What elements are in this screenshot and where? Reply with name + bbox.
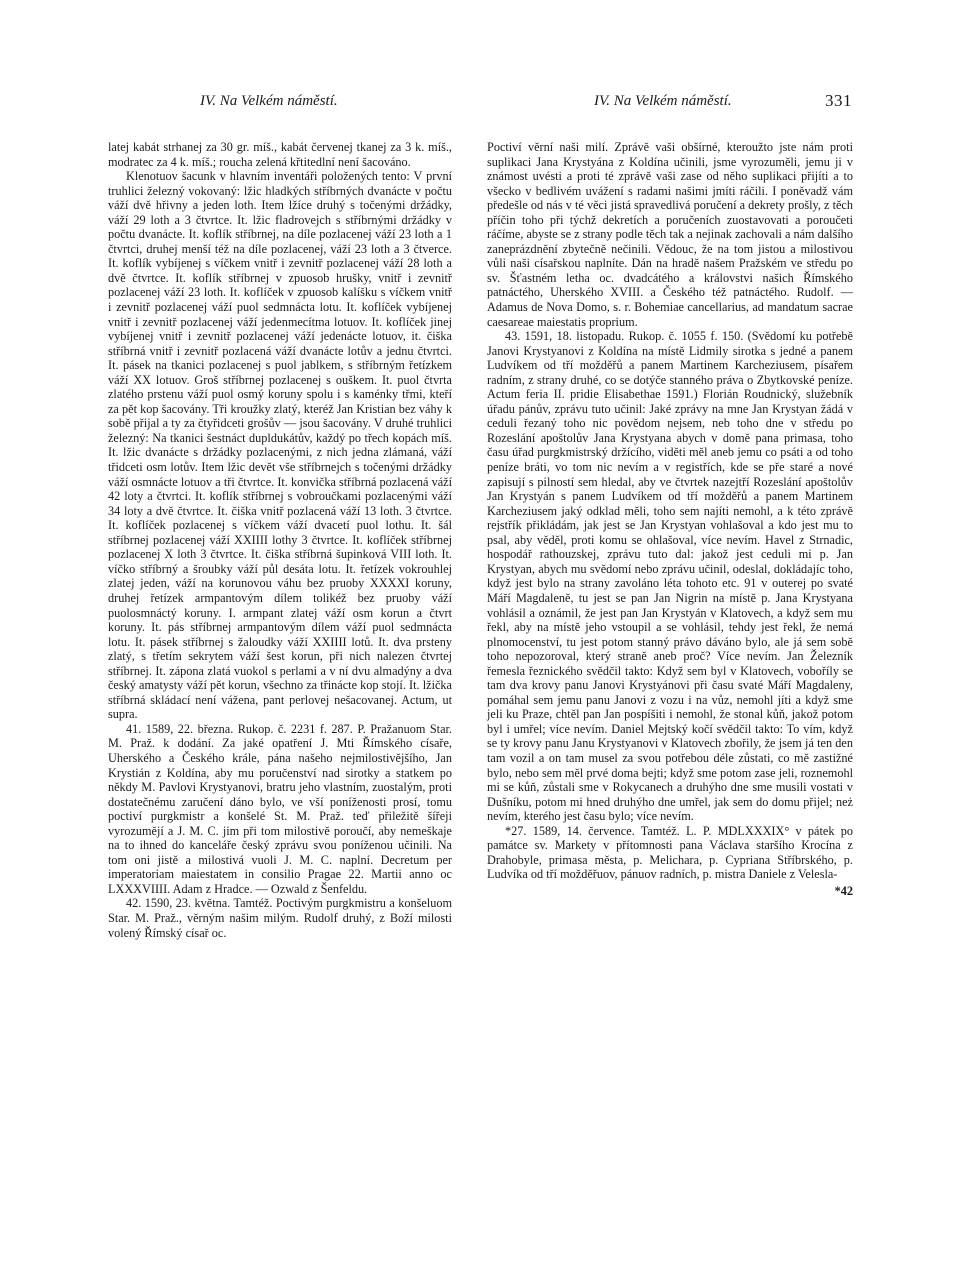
right-column [487, 140, 853, 898]
paragraph: latej kabát strhanej za 30 gr. míš., kabát červenej tkanej za 3 k. míš., modratec za 4 k. míš.; roucha zelená křtitedlní není šacováno. [108, 140, 452, 169]
paragraph: *27. 1589, 14. července. Tamtéž. L. P. MDLXXXIX° v pátek po památce sv. Markety v přítomnosti pana Václava staršího Krocína z Drahobyle, primasa města, p. Melichara, p. Cypriana Stříbrského, p. Ludvíka od tří možděřuov, pánuov radních, p. mistra Daniele z Velesla- [487, 823, 853, 882]
paragraph: 41. 1589, 22. března. Rukop. č. 2231 f. 287. P. Pražanuom Star. M. Praž. k dodání. Za jaké opatření J. Mti Římského císaře, Uherského a Českého krále, pána našeho nejmilostivějšího, Jan Krystián z Koldína, aby mu poručenství nad sirotky a statkem po někdy M. Pavlovi Krystyanovi, bratru jeho vlastním, zuostalým, proti dostatečnému zaručení dáno bylo, ve vší poníženosti prosí, tomu poctiví purgkmistr a konšelé St. M. Praž. teď přiležitě šířeji vyrozumějí a J. M. C. jim při tom milostivě poroučí, aby nemeškaje na to ihned do kanceláře český zprávu svou poníženou učinili. Na tom oni jistě a milostivá vuoli J. M. C. naplní. Decretum per imperatoriam maiestatem in consilio Pragae 22. Martii anno oc LXXXVIIII. Adam z Hradce. — Ozwald z Šenfeldu. [108, 721, 452, 896]
page-number: 331 [825, 91, 852, 110]
running-title-right: IV. Na Velkém náměstí. [594, 93, 732, 109]
paragraph: 42. 1590, 23. května. Tamtéž. Poctivým purgkmistru a konšeluom Star. M. Praž., věrným našim milým. Rudolf druhý, z Boží milosti volený Římský císař oc. [108, 896, 452, 940]
running-header [108, 93, 852, 119]
running-title-left: IV. Na Velkém náměstí. [200, 93, 338, 109]
paragraph: Poctiví věrní naši milí. Zprávě vaši obšírné, kteroužto jste nám proti suplikaci Jana Krystyána z Koldína učinili, jsme vyrozuměli, jemu ji v známost uvésti a proti té zprávě vaši zase od něho suplikaci přijíti a to všecko v bedlivém uvážení s radami našimi jmíti ráčili. I poněvadž vám předešle od nás v té věci jistá spravedlivá poručení a dekrety prošly, z těch příčin toho při týchž dekretích a poručeních zuostavovati a poroučeti ráčíme, abyste se z strany podle těch tak a nejinak zachovali a nám dalšího zaneprázdnění zbytečně nečinili. Vědouc, že na tom jistou a milostivou vůli naši císařskou naplníte. Dán na hradě našem Pražském ve středu po sv. Šťastném letha oc. dvadcátého a královstvi našich Římského patnáctého, Uherského XVIII. a Českého též patnáctého. Rudolf. — Adamus de Nova Domo, s. r. Bohemiae cancellarius, ad mandatum sacrae caesareae maiestatis proprium. [487, 140, 853, 329]
signature-mark: *42 [834, 883, 853, 898]
left-column [108, 140, 452, 940]
paragraph: 43. 1591, 18. listopadu. Rukop. č. 1055 f. 150. (Svědomí ku potřebě Janovi Krystyanovi z Koldína na místě Lidmily sirotka s jedné a panem Ludvíkem od tří možděřů a panem Martinem Karcheziusem, písařem radním, z strany druhé, co se dotýče stanného práva o Zbytkovské peníze. Actum feria II. pridie Elisabethae 1591.) Florián Roudnický, služebník úřadu pánův, zprávu tuto učinil: Jaké zprávy na mne Jan Krystyan žádá v ceduli řezaný toho nic povědom nejsem, neb toho dne v středu po Rozeslání apoštolův Jana Krystyana abych v domě pana primasa, toho času úřad purgkmistrský držícího, viděti měl aneb jemu co psáti a od toho peníze bráti, vo tom nic nevím a v registřích, kde se pře staré a nové zapisují s pilností sem hledal, aby ve čtvrtek nazejtří Rozeslání apoštolův Jan Krystyán s panem Ludvíkem od tří možděřů a panem Martinem Karcheziusem jaký odklad měli, toho sem najíti nemohl, a k této zprávě rejstřík přikládám, jak jest se Jan Krystyan vohlašoval a kdo jest mu to psal, aby věděl, proti komu se ohlašoval, více nevím. Havel z Strnadic, hospodář rathouzskej, zprávu tuto dal: jakož jest ceduli mi p. Jan Krystyan, abych mu svědomí nebo zprávu učinil, odeslal, dokládajíc toho, když jest bylo na strany zavoláno léta tohoto etc. 91 v outerej po svaté Máří Magdaleně, tu jest se pan Jan Nigrin na místě p. Jana Krystyana vohlásil a oznámil, že jest pan Jan Krystyán v Klatovech, a když sem mu řekl, aby na místě jeho vstoupil a se vohlásil, tehdy jest řekl, že nemá plnomocenství, tu jest potom stanný právo dáváno bylo, ale já sem sobě toho nepozoroval, který straně aneb proč? Více nevím. Jan Železník řemesla řeznického svědčil takto: Když sem byl v Klatovech, voboříly se tam dva krovy panu Janovi Krystyánovi při času svaté Máří Magdaleny, pomáhal sem jemu panu Janovi z vozu i na vůz, nemohl jíti a když sme jeli ku Praze, chtěl pan Jan pospíšiti i nemohl, že stonal kůň, jakož potom byl i umřel; více nevím. Daniel Mejtský kočí svědčil takto: To vím, když se ty krovy panu Janu Krystyanovi v Klatovech zbořily, že jsem já ten den tam vozil a on tam musel za svou potřebou déle zůstati, co mě zastižné bylo, nebo sem měl prvé doma bejti; když sme potom zase jeli, roznemohl mi se kůň, zůstali sme v Rokycanech a druhýho dne sme musili vostati v Dušníku, potom mi hned druhýho dne umřel, jak sem do domu přijel; neż nevím, kterého jest času bylo; více nevím. [487, 329, 853, 824]
paragraph: Klenotuov šacunk v hlavním inventáři položených tento: V první truhlici železný vokovaný: lžic hladkých stříbrných dvanácte v počtu váží dvě hřivny a jeden loth. Item lžíce druhý s točenými držádky, váží 29 loth a 3 čtvrtce. It. lžic fladrovejch s stříbrnými držádky v počtu dvanácte. It. koflík stříbrnej, na díle pozlacenej váží 23 loth a 1 čtvrtci, druhej menší též na díle pozlacenej, váží 23 loth a 3 čtverce. It. koflík vybíjenej s víčkem vnitř i zevnitř pozlacenej váží 28 loth a dvě čtvrtce. It. koflík stříbrnej v zpuosob hrušky, vnitř i zevnitř pozlacenej váží 23 loth. It. koflíček v zpuosob kalíšku s víčkem vnitř i zevnitř pozlacenej váží puol sedmnácta lotu. It. koflíček vybíjenej vnitř i zevnitř pozlacenej váží jedenmecítma lotuov. It. koflíček jinej vybíjenej vnitř i zevnitř pozlacenej váží jedenácte lotuov, it. čiška stříbrná vnitř i zevnitř pozlacená váží dvanácte lotův a jednu čtvrtci. It. pásek na tkanici pozlacenej s puol jablkem, s stříbrným řetízkem váží XX lotuov. Groš stříbrnej pozlacenej s ouškem. It. puol čtvrta zlatého prstenu váží puol osmý koruny spolu i s kaménky třmi, kteří za pět kop šacovány. Tři kroužky zlatý, kteréž Jan Kristian bez váhy k sobě přijal a ty za čtyřidceti grošův — jsou šacovány. V druhé truhlici železný: Na tkanici šestnáct dupldukátův, každý po třech kopách míš. It. lžic dvanácte s držádky pozlacenými, z nich jedna zlámaná, váží třidceti osm lotův. Item lžic devět vše stříbrnejch s točenými držádky váží osmnácte lotuov a tři čtvrtce. It. konvička stříbrná pozlacená váží 42 loty a čtvrtci. It. koflík stříbrnej s vobroučkami pozlacenými váží 34 loty a dvě čtvrtce. It. čiška vnitř pozlacená váží 13 loth. 3 čtvrtce. It. koflíček pozlacenej s víčkem váží dvacetí puol lothu. It. šál stříbrnej pozlacenej váží XXIIII lothy 3 čtvrtce. It. koflíček stříbrnej pozlacenej X loth 3 čtvrtce. It. čiška stříbrná šupinková VIII loth. It. víčko stříbrný a šroubky váží půl desáta lotu. It. řetízek vokrouhlej zlatej jeden, váží na korunovou váhu bez pruoby XXXXI koruny, druhej řetízek armpantovým dílem tolikéž bez pruoby váží puolosmnáctý koruny. I. armpant zlatej váží osm korun a čtvrt koruny. It. pás stříbrnej armpantovým dílem váží puol sedmnácta lotu. It. pásek stříbrnej s žaloudky váží XXIIII lotů. It. dva prsteny zlatý, s třetím sekrytem váží šest korun, při nich nalezen čtvrtej stříbrnej. It. zápona zlatá vuokol s perlami a v ní dvu almadýny a dva český amatysty váží pět korun, všechno za třinácte kop stojí. It. lžička stříbrná skládací není vážena, pant perlovej nešacovanej. Actum, ut supra. [108, 169, 452, 722]
